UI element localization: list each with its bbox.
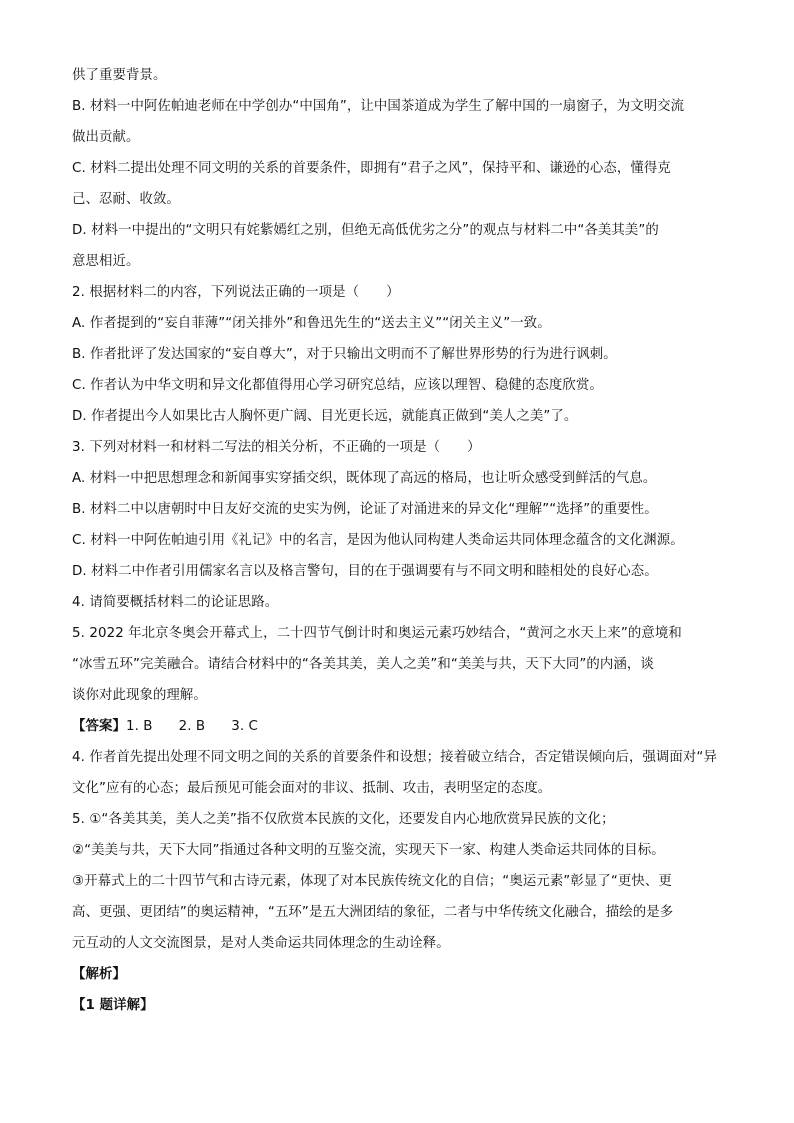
q5-stem-line3: 谈你对此现象的理解。 — [72, 688, 207, 703]
q1-option-b-line2: 做出贡献。 — [72, 130, 140, 145]
answer-1: 1. B — [125, 719, 153, 734]
answer-4-line1: 4. 作者首先提出处理不同文明之间的关系的首要条件和设想；接着破立结合，否定错误倾向后，强调面对“异 — [72, 750, 717, 765]
answer-row — [72, 711, 724, 742]
q1-tail: 供了重要背景。 — [72, 68, 167, 83]
q3-option-c: C. 材料一中阿佐帕迪引用《礼记》中的名言，是因为他认同构建人类命运共同体理念蕴含的文化渊源。 — [72, 533, 684, 548]
q5-stem-line1: 5. 2022 年北京冬奥会开幕式上，二十四节气倒计时和奥运元素巧妙结合，“黄河之水天上来”的意境和 — [72, 626, 682, 641]
document-page — [72, 60, 724, 1021]
q1-option-d-line1: D. 材料一中提出的“文明只有姹紫嫣红之别，但绝无高低优劣之分”的观点与材料二中“各美其美”的 — [72, 223, 659, 238]
answer-2: 2. B — [178, 719, 206, 734]
q3-option-a: A. 材料一中把思想理念和新闻事实穿插交织，既体现了高远的格局，也让听众感受到鲜活的气息。 — [72, 471, 657, 486]
q3-option-b: B. 材料二中以唐朝时中日友好交流的史实为例，论证了对涌进来的异文化“理解”“选择”的重要性。 — [72, 502, 658, 517]
q3-option-d: D. 材料二中作者引用儒家名言以及格言警句，目的在于强调要有与不同文明和睦相处的良好心态。 — [72, 564, 658, 579]
q2-stem: 2. 根据材料二的内容，下列说法正确的一项是（ ） — [72, 285, 400, 300]
q2-option-b: B. 作者批评了发达国家的“妄自尊大”，对于只输出文明而不了解世界形势的行为进行讽刺。 — [72, 347, 617, 362]
q2-option-d: D. 作者提出今人如果比古人胸怀更广阔、目光更长远，就能真正做到“美人之美”了。 — [72, 409, 578, 424]
analysis-label: 【解析】 — [72, 967, 126, 982]
q2-option-c: C. 作者认为中华文明和异文化都值得用心学习研究总结，应该以理智、稳健的态度欣赏。 — [72, 378, 603, 393]
q3-stem: 3. 下列对材料一和材料二写法的相关分析，不正确的一项是（ ） — [72, 440, 481, 455]
q4-stem: 4. 请简要概括材料二的论证思路。 — [72, 595, 279, 610]
q2-option-a: A. 作者提到的“妄自菲薄”“闭关排外”和鲁迅先生的“送去主义”“闭关主义”一致。 — [72, 316, 551, 331]
q1-option-d-line2: 意思相近。 — [72, 254, 140, 269]
answer-5-line1: 5. ①“各美其美，美人之美”指不仅欣赏本民族的文化，还要发自内心地欣赏异民族的文化； — [72, 812, 615, 827]
answer-5-line4: 高、更强、更团结”的奥运精神，“五环”是五大洲团结的象征，二者与中华传统文化融合，描绘的是多 — [72, 905, 674, 920]
q5-stem-line2: “冰雪五环”完美融合。请结合材料中的“各美其美，美人之美”和“美美与共，天下大同”的内涵，谈 — [72, 657, 654, 672]
answer-5-line2: ②“美美与共，天下大同”指通过各种文明的互鉴交流，实现天下一家、构建人类命运共同体的目标。 — [72, 843, 665, 858]
q1-option-c-line2: 己、忍耐、收敛。 — [72, 192, 180, 207]
analysis-detail-1: 【1 题详解】 — [72, 998, 154, 1013]
answer-5-line3: ③开幕式上的二十四节气和古诗元素，体现了对本民族传统文化的自信；“奥运元素”彰显了“更快、更 — [72, 874, 672, 889]
answer-4-line2: 文化”应有的心态；最后预见可能会面对的非议、抵制、攻击，表明坚定的态度。 — [72, 781, 552, 796]
q1-option-b-line1: B. 材料一中阿佐帕迪老师在中学创办“中国角”，让中国茶道成为学生了解中国的一扇窗子，为文明交流 — [72, 99, 685, 114]
answer-label: 【答案】 — [72, 719, 126, 734]
answer-3: 3. C — [231, 719, 259, 734]
q1-option-c-line1: C. 材料二提出处理不同文明的关系的首要条件，即拥有“君子之风”，保持平和、谦逊的心态，懂得克 — [72, 161, 671, 176]
answer-5-line5: 元互动的人文交流图景，是对人类命运共同体理念的生动诠释。 — [72, 936, 450, 951]
